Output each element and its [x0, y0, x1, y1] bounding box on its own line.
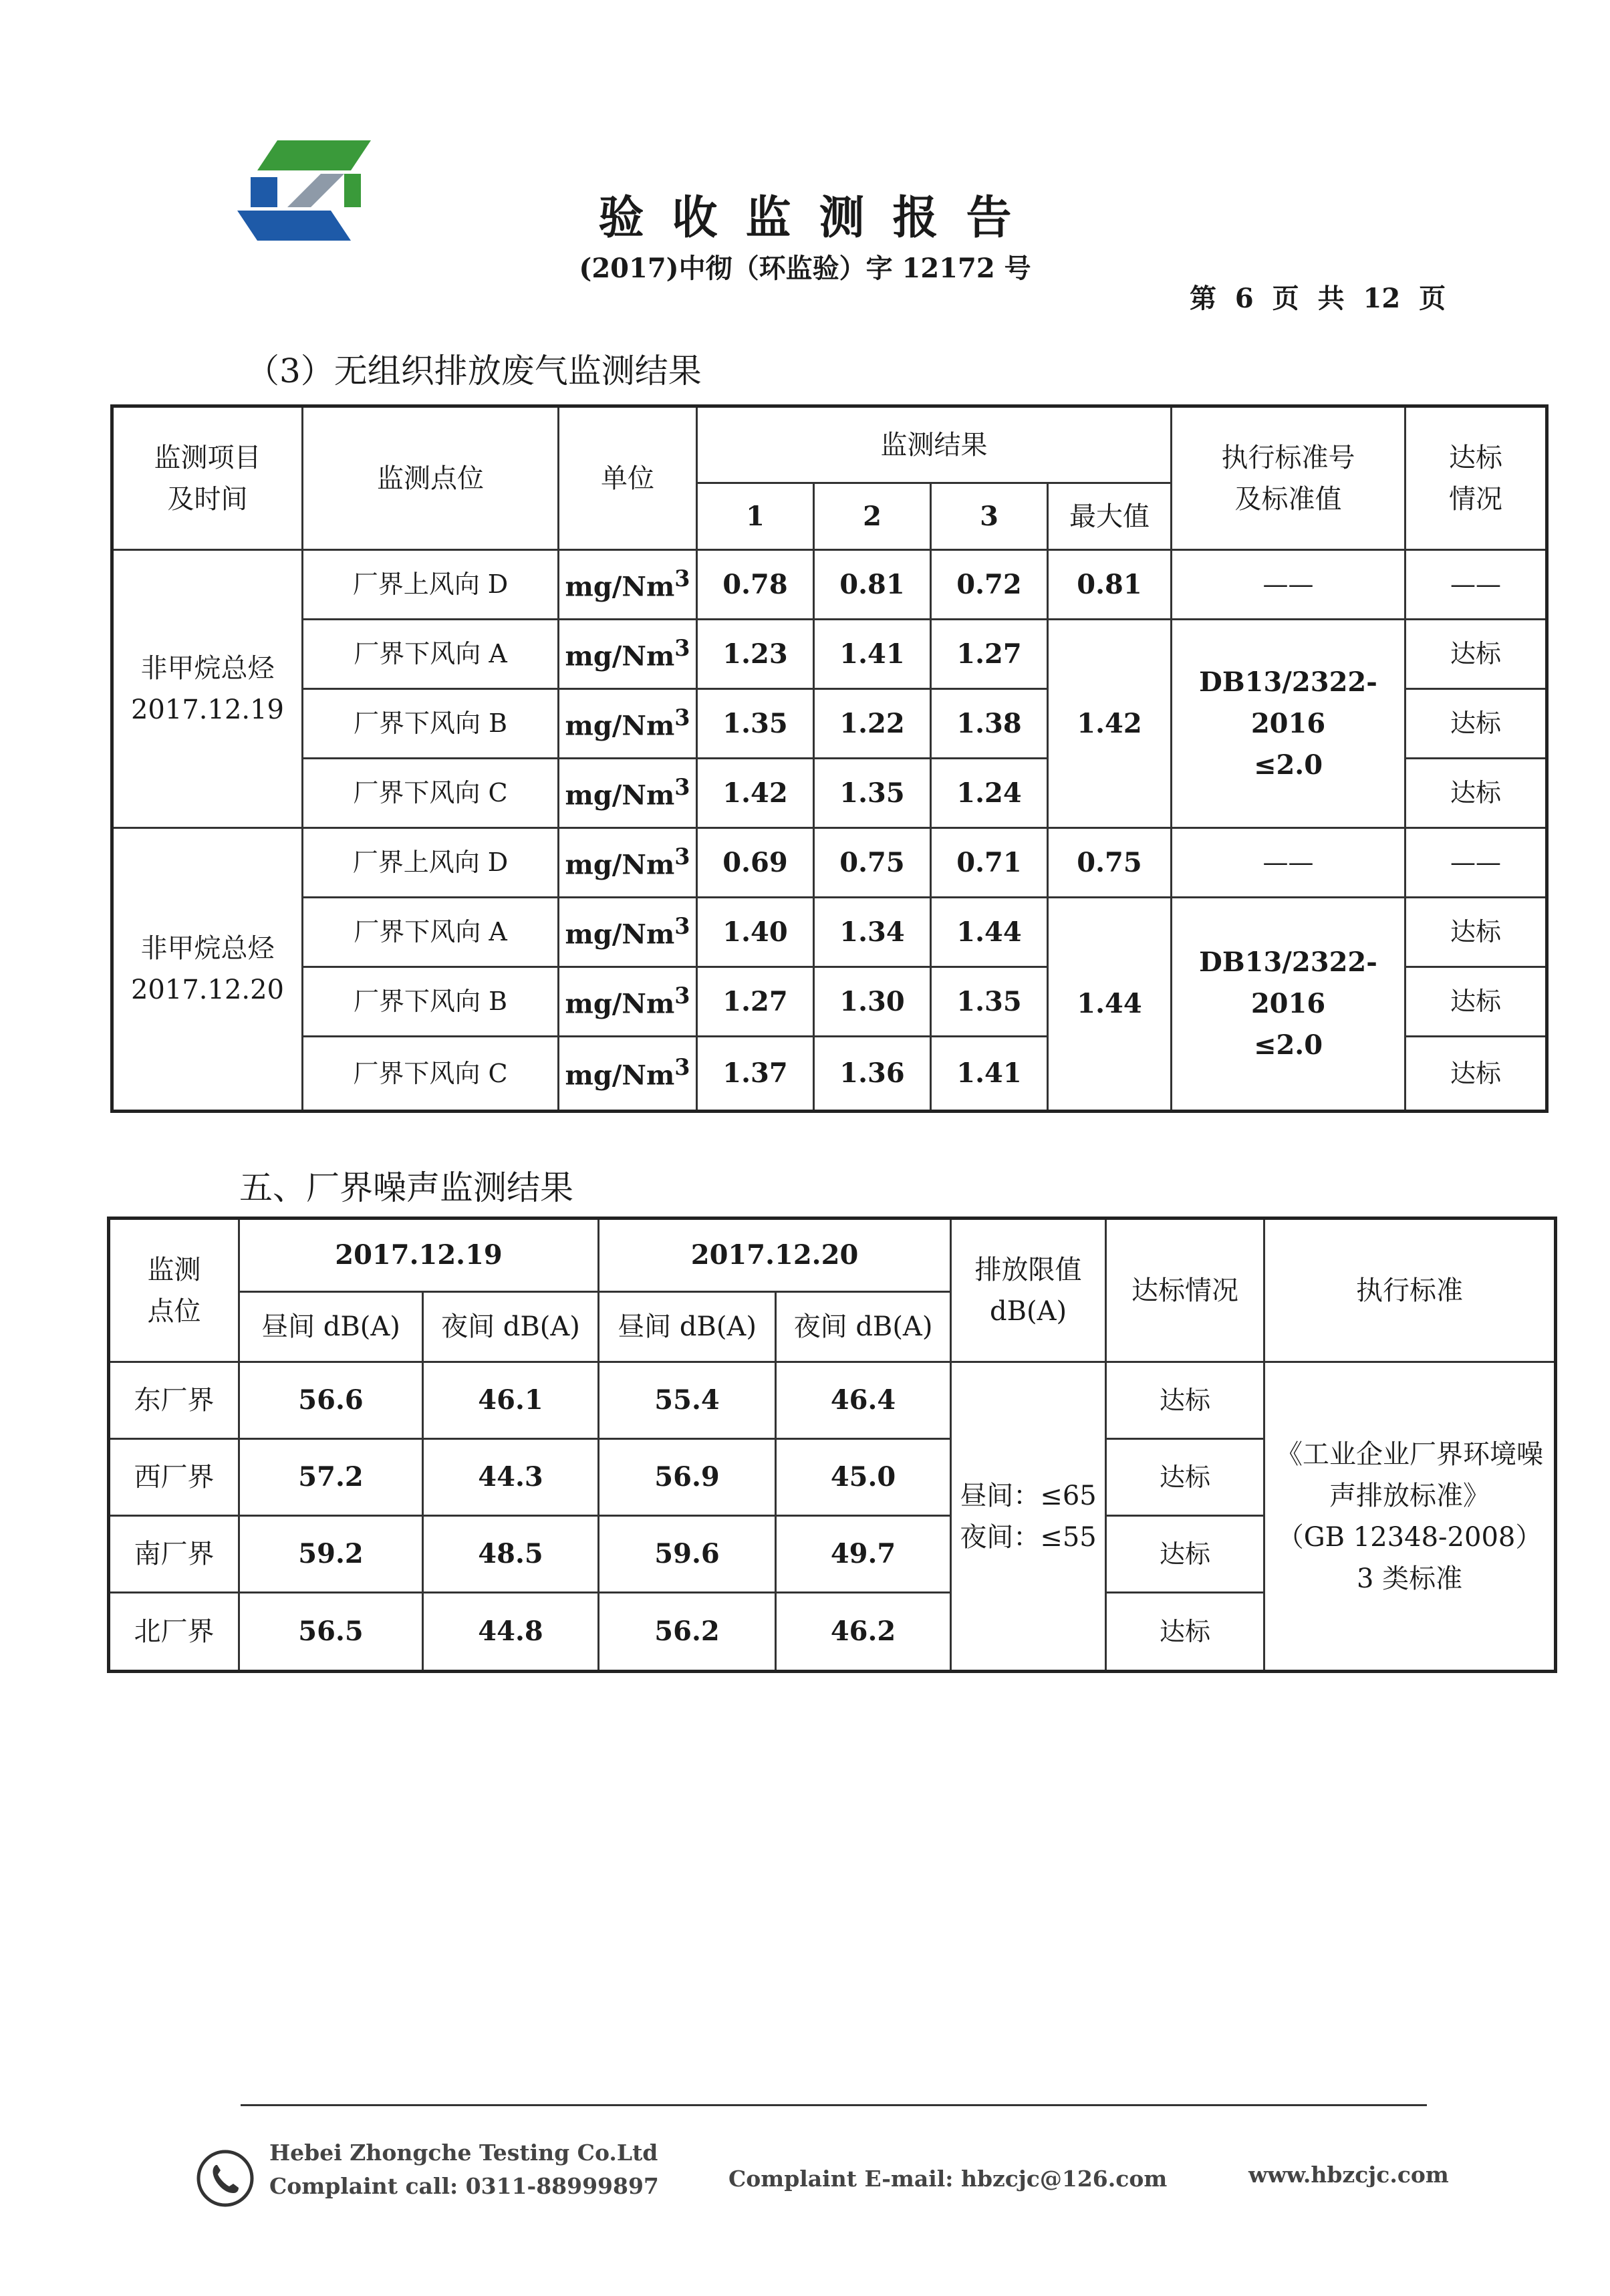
value-cell: 56.5: [239, 1593, 423, 1672]
complaint-email: Complaint E-mail: hbzcjc@126.com: [728, 2166, 1168, 2192]
point-cell: 厂界下风向 B: [303, 689, 559, 759]
page-info: 第 6 页 共 12 页: [1190, 283, 1446, 314]
value-cell: 1.34: [814, 898, 931, 967]
status-cell: ——: [1405, 550, 1547, 620]
company-name: Hebei Zhongche Testing Co.Ltd: [269, 2140, 658, 2166]
header-item-time: 监测项目 及时间: [112, 406, 303, 550]
complaint-call: Complaint call: 0311-88999897: [269, 2172, 659, 2199]
header-status: 达标情况: [1106, 1219, 1264, 1362]
unit-cell: mg/Nm$^3$: [559, 620, 697, 689]
status-cell: 达标: [1106, 1593, 1264, 1672]
value-cell: 0.71: [931, 828, 1048, 898]
unit-cell: mg/Nm$^3$: [559, 550, 697, 620]
value-cell: 0.75: [814, 828, 931, 898]
unit-cell: mg/Nm$^3$: [559, 759, 697, 828]
limit-cell: 昼间：≤65 夜间：≤55: [951, 1362, 1106, 1672]
unit-cell: mg/Nm$^3$: [559, 828, 697, 898]
value-cell: 48.5: [423, 1516, 599, 1593]
item-time-cell: 非甲烷总烃 2017.12.19: [112, 550, 303, 828]
value-cell: 55.4: [599, 1362, 776, 1439]
status-cell: 达标: [1106, 1516, 1264, 1593]
point-cell: 厂界下风向 C: [303, 1037, 559, 1112]
header-day: 昼间 dB(A): [599, 1292, 776, 1362]
unit-cell: mg/Nm$^3$: [559, 1037, 697, 1112]
value-cell: 0.81: [814, 550, 931, 620]
status-cell: ——: [1405, 828, 1547, 898]
report-title: 验收监测报告: [598, 191, 1040, 245]
value-cell: 56.9: [599, 1439, 776, 1516]
header-night: 夜间 dB(A): [423, 1292, 599, 1362]
value-cell: 1.35: [697, 689, 814, 759]
status-cell: 达标: [1106, 1362, 1264, 1439]
header-night: 夜间 dB(A): [776, 1292, 951, 1362]
standard-cell: DB13/2322-2016 ≤2.0: [1172, 898, 1405, 1112]
value-cell: 44.3: [423, 1439, 599, 1516]
header-point: 监测点位: [303, 406, 559, 550]
point-cell: 厂界下风向 A: [303, 620, 559, 689]
point-cell: 厂界上风向 D: [303, 550, 559, 620]
header-day: 昼间 dB(A): [239, 1292, 423, 1362]
value-cell: 1.38: [931, 689, 1048, 759]
status-cell: 达标: [1405, 689, 1547, 759]
phone-icon: [196, 2149, 255, 2208]
value-cell: 0.72: [931, 550, 1048, 620]
point-cell: 东厂界: [109, 1362, 239, 1439]
logo-green-bar: [257, 140, 371, 170]
status-cell: 达标: [1405, 759, 1547, 828]
value-cell: 0.69: [697, 828, 814, 898]
point-cell: 北厂界: [109, 1593, 239, 1672]
header-r3: 3: [931, 483, 1048, 550]
header-status: 达标 情况: [1405, 406, 1547, 550]
status-cell: 达标: [1405, 1037, 1547, 1112]
point-cell: 厂界下风向 A: [303, 898, 559, 967]
footer-company: [269, 2136, 659, 2202]
header-max: 最大值: [1048, 483, 1172, 550]
value-cell: 46.4: [776, 1362, 951, 1439]
value-cell: 57.2: [239, 1439, 423, 1516]
header-unit: 单位: [559, 406, 697, 550]
point-cell: 厂界上风向 D: [303, 828, 559, 898]
item-time-cell: 非甲烷总烃 2017.12.20: [112, 828, 303, 1112]
noise-results-table: [107, 1217, 1557, 1673]
header-point: 监测 点位: [109, 1219, 239, 1362]
value-cell: 1.41: [814, 620, 931, 689]
max-cell: 0.75: [1048, 828, 1172, 898]
header-standard: 执行标准: [1264, 1219, 1556, 1362]
value-cell: 1.23: [697, 620, 814, 689]
value-cell: 46.1: [423, 1362, 599, 1439]
value-cell: 46.2: [776, 1593, 951, 1672]
header-standard: 执行标准号 及标准值: [1172, 406, 1405, 550]
status-cell: 达标: [1405, 620, 1547, 689]
value-cell: 1.42: [697, 759, 814, 828]
website: www.hbzcjc.com: [1248, 2162, 1449, 2188]
value-cell: 56.6: [239, 1362, 423, 1439]
table-row: [109, 1362, 1556, 1439]
header-date1: 2017.12.19: [239, 1219, 599, 1292]
max-cell: 1.44: [1048, 898, 1172, 1112]
footer-divider: [241, 2104, 1427, 2106]
section-title-exhaust: （3）无组织排放废气监测结果: [246, 352, 702, 390]
value-cell: 1.36: [814, 1037, 931, 1112]
header-results: 监测结果: [697, 406, 1172, 483]
value-cell: 59.2: [239, 1516, 423, 1593]
value-cell: 1.27: [931, 620, 1048, 689]
table-row: [112, 898, 1547, 967]
value-cell: 56.2: [599, 1593, 776, 1672]
standard-cell: ——: [1172, 828, 1405, 898]
value-cell: 1.44: [931, 898, 1048, 967]
max-cell: 0.81: [1048, 550, 1172, 620]
exhaust-results-table: [110, 404, 1549, 1113]
status-cell: 达标: [1405, 898, 1547, 967]
value-cell: 49.7: [776, 1516, 951, 1593]
value-cell: 1.22: [814, 689, 931, 759]
value-cell: 1.30: [814, 967, 931, 1037]
max-cell: 1.42: [1048, 620, 1172, 828]
status-cell: 达标: [1106, 1439, 1264, 1516]
point-cell: 南厂界: [109, 1516, 239, 1593]
standard-cell: 《工业企业厂界环境噪声排放标准》 （GB 12348-2008） 3 类标准: [1264, 1362, 1556, 1672]
header-limit: 排放限值 dB(A): [951, 1219, 1106, 1362]
header-r2: 2: [814, 483, 931, 550]
point-cell: 西厂界: [109, 1439, 239, 1516]
value-cell: 45.0: [776, 1439, 951, 1516]
table-row: [112, 828, 1547, 898]
table-row: [112, 620, 1547, 689]
value-cell: 1.40: [697, 898, 814, 967]
point-cell: 厂界下风向 B: [303, 967, 559, 1037]
value-cell: 1.24: [931, 759, 1048, 828]
table-row: [112, 550, 1547, 620]
header-date2: 2017.12.20: [599, 1219, 951, 1292]
status-cell: 达标: [1405, 967, 1547, 1037]
value-cell: 59.6: [599, 1516, 776, 1593]
document-number: (2017)中彻（环监验）字 12172 号: [579, 253, 1031, 284]
value-cell: 0.78: [697, 550, 814, 620]
unit-cell: mg/Nm$^3$: [559, 689, 697, 759]
section-title-noise: 五、厂界噪声监测结果: [239, 1168, 573, 1207]
value-cell: 1.35: [814, 759, 931, 828]
value-cell: 44.8: [423, 1593, 599, 1672]
value-cell: 1.41: [931, 1037, 1048, 1112]
value-cell: 1.27: [697, 967, 814, 1037]
unit-cell: mg/Nm$^3$: [559, 898, 697, 967]
header-r1: 1: [697, 483, 814, 550]
standard-cell: ——: [1172, 550, 1405, 620]
point-cell: 厂界下风向 C: [303, 759, 559, 828]
unit-cell: mg/Nm$^3$: [559, 967, 697, 1037]
standard-cell: DB13/2322-2016 ≤2.0: [1172, 620, 1405, 828]
value-cell: 1.35: [931, 967, 1048, 1037]
value-cell: 1.37: [697, 1037, 814, 1112]
